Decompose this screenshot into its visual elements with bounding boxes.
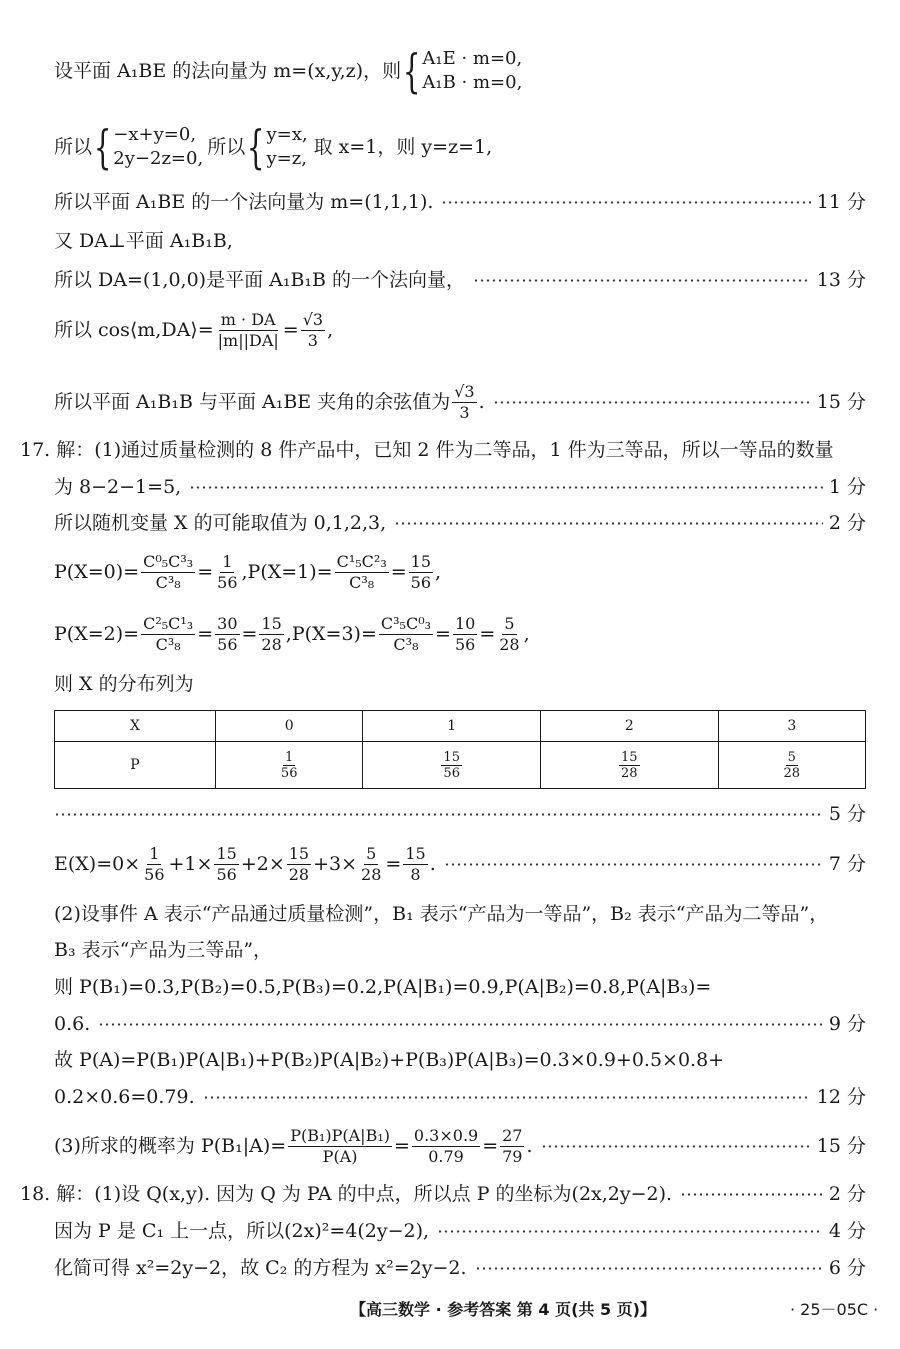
q17-line-3: 所以随机变量 X 的可能取值为 0,1,2,3, 2 分 [54,512,866,534]
score-label: 2 分 [828,1183,866,1205]
score-label: 11 分 [816,191,866,213]
q17-part2-line-1: (2)设事件 A 表示“产品通过质量检测”，B₁ 表示“产品为一等品”，B₂ 表示“产品为二等品”， [54,903,829,925]
line-cosine: 所以 cos⟨m,DA⟩= $\frac{m \cdot DA}{|m||DA|}$ = $\frac{√3}{3}$ , [54,309,334,350]
q17-part2-line-5: 故 P(A)=P(B₁)P(A|B₁)+P(B₂)P(A|B₂)+P(B₃)P(A|B₃)=0.3×0.9+0.5×0.8+ [54,1049,725,1071]
line-cosine-result: 所以平面 A₁B₁B 与平面 A₁BE 夹角的余弦值为 $\frac{√3}{3}$ . 15 分 [54,381,866,422]
score-label: 12 分 [816,1086,866,1108]
q17-part3-line: (3)所求的概率为 P(B₁|A)= $\frac{\text{P(B₁)P(A|B₁)}}{P(A)}$ = $\frac{0.3\times 0.9}{0.79}$ = $\frac{27}{79}$ . 15 分 [54,1125,866,1166]
footer-code: · 25－05C · [790,1300,879,1319]
q17-part2-line-4: 0.6. 9 分 [54,1013,866,1035]
line-da-vector: 所以 DA=(1,0,0)是平面 A₁B₁B 的一个法向量， 13 分 [54,269,866,291]
footer-title: 【高三数学 · 参考答案 第 4 页(共 5 页)】 [350,1300,656,1319]
score-label: 1 分 [828,476,866,498]
expectation-line: E(X)=0× $\frac{1}{56}$ +1× $\frac{15}{56}$ +2× $\frac{15}{28}$ +3× $\frac{5}{28}$ = $\frac{15}{8}$ . 7 分 [54,843,866,884]
q17-part2-line-3: 则 P(B₁)=0.3,P(B₂)=0.5,P(B₃)=0.2,P(A|B₁)=0.9,P(A|B₂)=0.8,P(A|B₃)= [54,976,712,998]
line-perpendicular: 又 DA⊥平面 A₁B₁B, [54,230,233,252]
score-label: 9 分 [828,1013,866,1035]
line-normal-result: 所以平面 A₁BE 的一个法向量为 m=(1,1,1). 11 分 [54,191,866,213]
q17-part2-line-2: B₃ 表示“产品为三等品”， [54,939,273,961]
line-solve-system: 所以 { −x+y=0, 2y−2z=0, 所以 { y=x, y=z, 取 x=1，则 y=z=1, [54,120,493,174]
dist-intro: 则 X 的分布列为 [54,673,194,695]
q18-line-1: 18. 解：(1)设 Q(x,y). 因为 Q 为 PA 的中点，所以点 P 的坐标为(2x,2y−2). 2 分 [20,1183,866,1205]
distribution-table [54,710,866,789]
q18-line-3: 化简可得 x²=2y−2，故 C₂ 的方程为 x²=2y−2. 6 分 [54,1257,866,1279]
table-row: X 0 1 2 3 [55,711,866,742]
score-label: 5 分 [828,803,866,825]
score-label: 2 分 [828,512,866,534]
table-row: P $\frac{1}{56}$ $\frac{15}{56}$ $\frac{15}{28}$ $\frac{5}{28}$ [55,742,866,789]
q17-prob-line-1: P(X=0)= $\frac{\text{C⁰₅C³₃}}{\text{C³₈}}$ = $\frac{1}{56}$ ,P(X=1)= $\frac{\text{C¹₅C²₃}}{\text{C³₈}}$ = $\frac{15}{56}$ , [54,551,442,592]
equation-system: A₁E · m=0, A₁B · m=0, [422,48,523,93]
score-label: 4 分 [828,1220,866,1242]
score-label: 15 分 [816,391,866,413]
q18-line-2: 因为 P 是 C₁ 上一点，所以(2x)²=4(2y−2), 4 分 [54,1220,866,1242]
score-label: 13 分 [816,269,866,291]
score-label: 6 分 [828,1257,866,1279]
score-label: 7 分 [828,853,866,875]
dist-score-line [54,802,866,826]
q17-line-2: 为 8−2−1=5, 1 分 [54,476,866,498]
q17-prob-line-2: P(X=2)= $\frac{\text{C²₅C¹₃}}{\text{C³₈}}$ = $\frac{30}{56}$ = $\frac{15}{28}$ ,P(X=3)= $\frac{\text{C³₅C⁰₃}}{\text{C³₈}}$ = $\frac{10}{56}$ = $\frac{5}{28}$ , [54,613,530,654]
score-label: 15 分 [816,1135,866,1157]
line-normal-vector: 设平面 A₁BE 的法向量为 m=(x,y,z)，则 { A₁E · m=0, A₁B · m=0, [54,44,523,98]
q17-line-1: 17. 解：(1)通过质量检测的 8 件产品中，已知 2 件为二等品，1 件为三等品，所以一等品的数量 [20,439,834,461]
q17-part2-line-6: 0.2×0.6=0.79. 12 分 [54,1086,866,1108]
page-footer [0,1297,900,1323]
